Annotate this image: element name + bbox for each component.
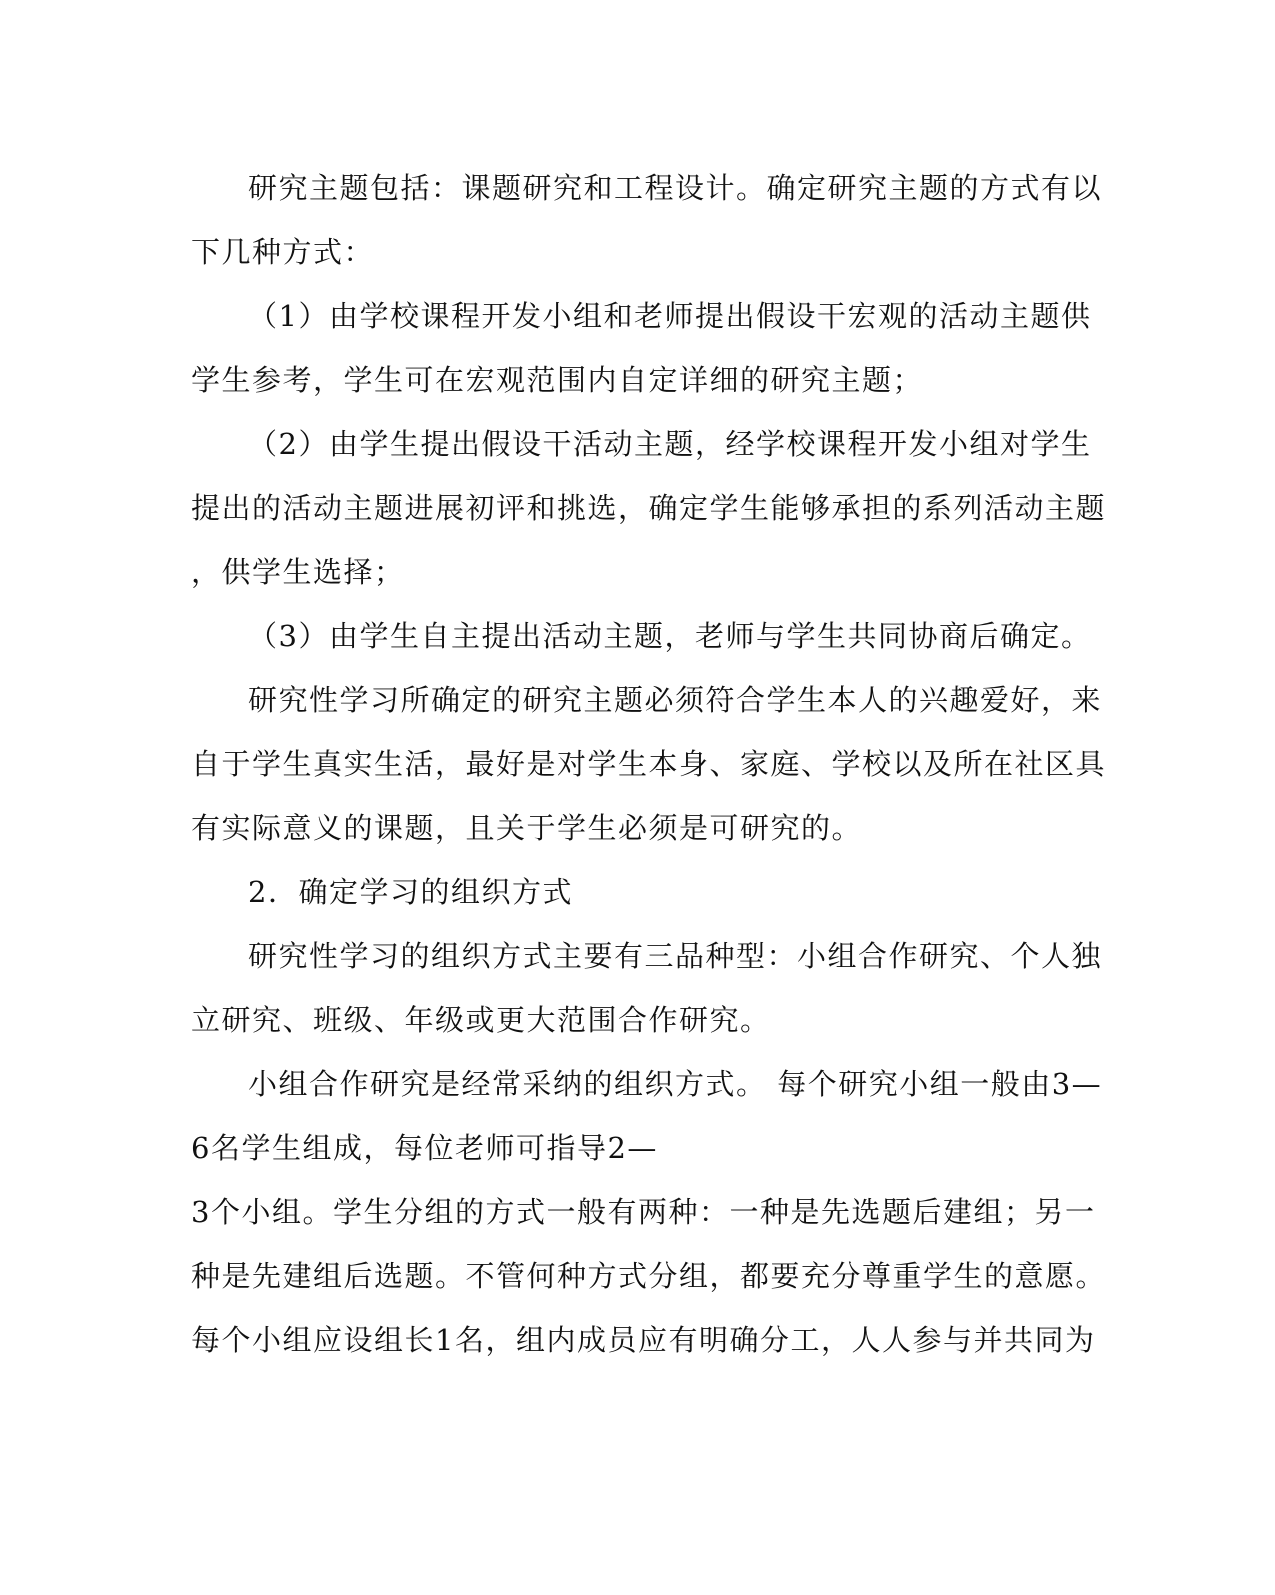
paragraph-line: （3）由学生自主提出活动主题，老师与学生共同协商后确定。 (248, 619, 1092, 653)
paragraph-line: 每个小组应设组长1名，组内成员应有明确分工，人人参与并共同为 (191, 1323, 1096, 1357)
paragraph-line: 研究性学习所确定的研究主题必须符合学生本人的兴趣爱好，来 (248, 683, 1103, 717)
paragraph-line: （1）由学校课程开发小组和老师提出假设干宏观的活动主题供 (248, 299, 1092, 333)
paragraph-line: 有实际意义的课题，且关于学生必须是可研究的。 (191, 811, 863, 845)
paragraph-line: 3个小组。学生分组的方式一般有两种：一种是先选题后建组；另一 (191, 1195, 1096, 1229)
paragraph-line: 6名学生组成，每位老师可指导2— (191, 1131, 658, 1165)
paragraph-line: 下几种方式： (191, 235, 375, 269)
paragraph-line: 小组合作研究是经常采纳的组织方式。 每个研究小组一般由3— (248, 1067, 1103, 1101)
paragraph-line: 学生参考，学生可在宏观范围内自定详细的研究主题； (191, 363, 924, 397)
paragraph-line: 自于学生真实生活，最好是对学生本身、家庭、学校以及所在社区具 (191, 747, 1107, 781)
paragraph-line: ，供学生选择； (191, 555, 405, 589)
section-heading: 2．确定学习的组织方式 (248, 875, 573, 909)
paragraph-line: 立研究、班级、年级或更大范围合作研究。 (191, 1003, 771, 1037)
paragraph-line: 种是先建组后选题。不管何种方式分组，都要充分尊重学生的意愿。 (191, 1259, 1107, 1293)
paragraph-line: 研究主题包括：课题研究和工程设计。确定研究主题的方式有以 (248, 171, 1103, 205)
paragraph-line: （2）由学生提出假设干活动主题，经学校课程开发小组对学生 (248, 427, 1092, 461)
paragraph-line: 提出的活动主题进展初评和挑选，确定学生能够承担的系列活动主题 (191, 491, 1107, 525)
paragraph-line: 研究性学习的组织方式主要有三品种型：小组合作研究、个人独 (248, 939, 1103, 973)
